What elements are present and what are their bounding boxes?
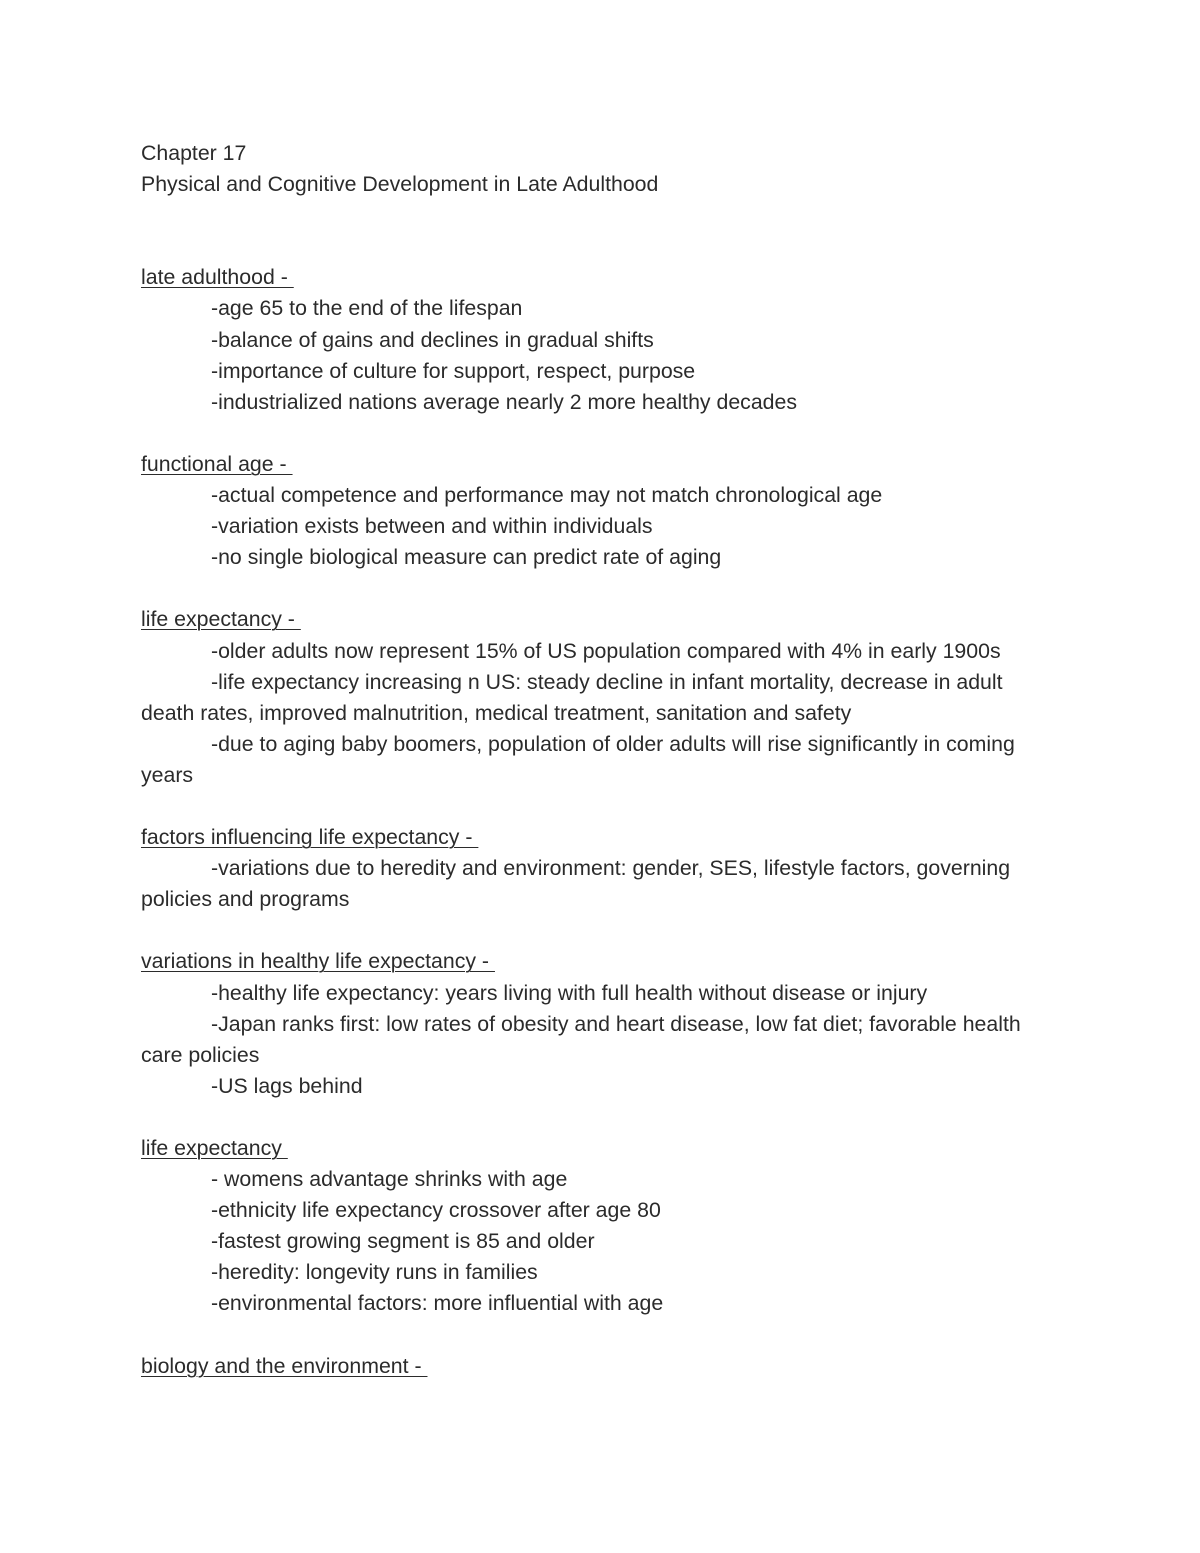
- list-item: -no single biological measure can predict rate of aging: [211, 545, 722, 570]
- list-item: -environmental factors: more influential with age: [211, 1291, 664, 1316]
- spacer: [141, 200, 1041, 231]
- section-heading: functional age -: [141, 451, 293, 476]
- section-late-adulthood: [141, 262, 1041, 417]
- spacer: [141, 573, 1041, 604]
- section-heading: late adulthood -: [141, 265, 294, 290]
- section-heading: life expectancy -: [141, 607, 301, 632]
- spacer: [141, 915, 1041, 946]
- list-item: -importance of culture for support, respect, purpose: [211, 358, 696, 383]
- document-body: [141, 138, 1041, 1382]
- section-life-expectancy-2: [141, 1133, 1041, 1320]
- section-biology-environment: [141, 1351, 1041, 1382]
- list-item: -industrialized nations average nearly 2 more healthy decades: [211, 389, 798, 414]
- list-item: -life expectancy increasing n US: steady decline in infant mortality, decrease in adult death rates, improved malnutrition, medical treatment, sanitation and safety: [141, 669, 1009, 725]
- list-item: -Japan ranks first: low rates of obesity and heart disease, low fat diet; favorable health care policies: [141, 1011, 1027, 1067]
- spacer: [141, 791, 1041, 822]
- section-heading: factors influencing life expectancy -: [141, 825, 479, 850]
- section-heading: variations in healthy life expectancy -: [141, 949, 495, 974]
- section-functional-age: [141, 449, 1041, 573]
- list-item: -balance of gains and declines in gradual shifts: [211, 327, 654, 352]
- list-item: -fastest growing segment is 85 and older: [211, 1229, 595, 1254]
- section-factors-influencing: [141, 822, 1041, 915]
- spacer: [141, 1102, 1041, 1133]
- spacer: [141, 231, 1041, 262]
- list-item: -age 65 to the end of the lifespan: [211, 296, 523, 321]
- list-item: -US lags behind: [211, 1073, 363, 1098]
- section-heading: life expectancy: [141, 1136, 288, 1160]
- spacer: [141, 1320, 1041, 1351]
- list-item: -variation exists between and within individuals: [211, 514, 653, 539]
- list-item: -healthy life expectancy: years living with full health without disease or injury: [211, 980, 928, 1005]
- chapter-label: Chapter 17: [141, 141, 247, 165]
- section-life-expectancy: [141, 604, 1041, 791]
- list-item: -ethnicity life expectancy crossover after age 80: [211, 1198, 661, 1223]
- list-item: -actual competence and performance may not match chronological age: [211, 483, 883, 508]
- section-healthy-life-expectancy: [141, 946, 1041, 1101]
- section-heading: biology and the environment -: [141, 1353, 428, 1378]
- list-item: - womens advantage shrinks with age: [211, 1167, 568, 1192]
- list-item: -heredity: longevity runs in families: [211, 1260, 538, 1285]
- list-item: -older adults now represent 15% of US population compared with 4% in early 1900s: [211, 638, 1001, 663]
- list-item: -variations due to heredity and environment: gender, SES, lifestyle factors, governing policies and programs: [141, 856, 1017, 912]
- spacer: [141, 418, 1041, 449]
- list-item: -due to aging baby boomers, population of older adults will rise significantly in coming years: [141, 731, 1021, 787]
- chapter-title: Physical and Cognitive Development in Late Adulthood: [141, 172, 659, 197]
